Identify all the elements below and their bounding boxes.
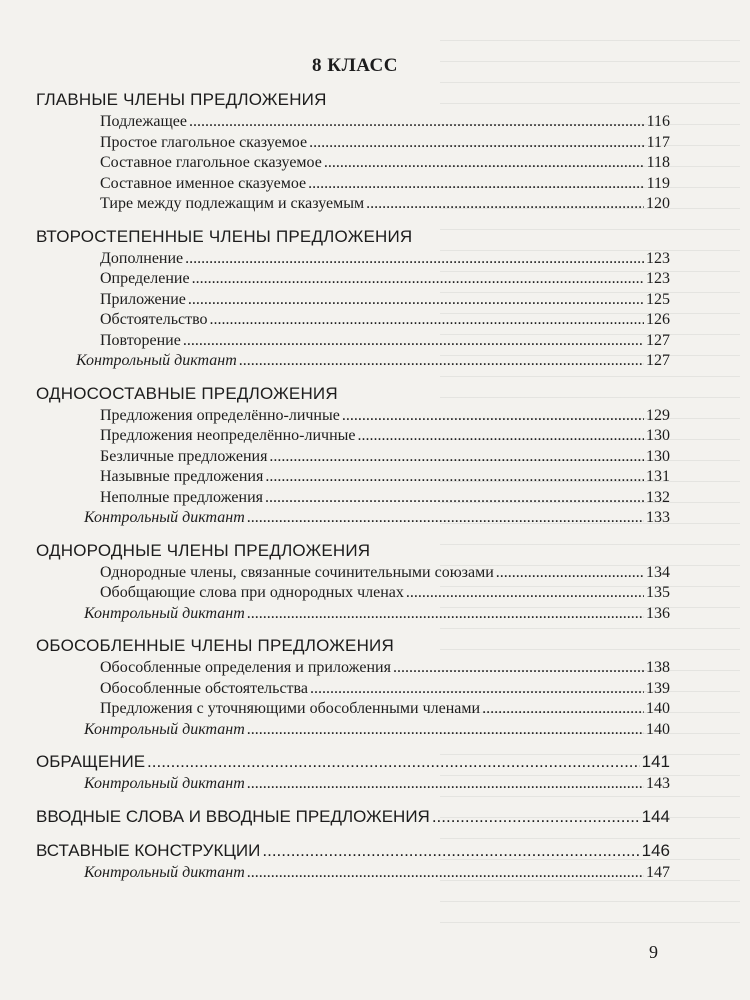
entry-page: 132 [646,488,670,506]
dot-leader [358,426,644,447]
dot-leader [366,194,644,215]
test-page: 127 [646,352,670,369]
dot-leader [189,112,645,133]
entry-page: 130 [646,447,670,465]
toc-entry [36,426,670,447]
entry-label: Дополнение [100,249,184,267]
dot-leader [210,310,644,331]
toc-test-entry [36,351,670,372]
dot-leader [432,805,640,829]
toc-entry [36,583,670,604]
entry-label: Предложения неопределённо-личные [100,427,356,444]
heading-page: 146 [641,840,670,860]
toc-section [36,382,670,529]
test-label: Контрольный диктант [84,863,245,881]
entry-label: Приложение [100,290,186,308]
toc-section [36,225,670,372]
entry-page: 120 [646,195,670,212]
entry-page: 131 [646,468,670,485]
toc-entry [36,174,670,195]
toc-entry [36,679,670,700]
test-label: Контрольный диктант [84,720,245,738]
test-page: 136 [646,604,670,622]
section-title: ОДНОСОСТАВНЫЕ ПРЕДЛОЖЕНИЯ [36,383,338,403]
grade-title: 8 КЛАСС [312,55,398,76]
heading-page: 141 [641,752,670,771]
entry-label: Назывные предложения [100,468,264,485]
heading-label: ВВОДНЫЕ СЛОВА И ВВОДНЫЕ ПРЕДЛОЖЕНИЯ [36,806,430,826]
toc-entry [36,133,670,154]
entry-label: Тире между подлежащим и сказуемым [100,195,365,212]
entry-label: Предложения с уточняющими обособленными членами [100,700,481,717]
toc-section [36,750,670,795]
entry-label: Подлежащее [100,113,187,130]
dot-leader [239,351,644,372]
dot-leader [247,508,644,529]
toc-entry [36,658,670,679]
dot-leader [188,290,644,311]
dot-leader [308,174,644,195]
entry-label: Обстоятельство [100,311,208,328]
dot-leader [342,406,644,427]
toc-test-entry [36,774,670,795]
entry-label: Обособленные определения и приложения [100,659,391,676]
dot-leader [262,839,639,863]
section-title: ОБОСОБЛЕННЫЕ ЧЛЕНЫ ПРЕДЛОЖЕНИЯ [36,636,394,655]
toc-test-entry [36,863,670,884]
entry-page: 119 [646,174,670,192]
entry-page: 134 [646,563,670,581]
toc-heading-entry [36,805,670,829]
dot-leader [310,679,644,700]
toc-entry [36,249,670,270]
entry-label: Составное глагольное сказуемое [100,154,322,171]
entry-label: Повторение [100,331,181,349]
entry-page: 125 [646,290,670,308]
test-page: 133 [646,509,670,526]
heading-page: 144 [641,806,670,826]
entry-page: 123 [646,270,670,287]
dot-leader [147,750,640,774]
entry-label: Определение [100,270,190,287]
dot-leader [406,583,644,604]
test-page: 140 [646,720,670,738]
entry-label: Предложения определённо-личные [100,406,340,424]
entry-label: Однородные члены, связанные сочинительными союзами [100,563,494,581]
toc-entry [36,467,670,488]
dot-leader [265,467,644,488]
toc-entry [36,331,670,352]
page-number: 9 [649,942,658,962]
entry-page: 138 [646,659,670,676]
heading-label: ОБРАЩЕНИЕ [36,752,146,771]
test-page: 143 [646,775,670,792]
toc-test-entry [36,604,670,625]
entry-page: 117 [646,133,670,151]
toc-entry [36,563,670,584]
toc-entry [36,112,670,133]
test-label: Контрольный диктант [76,352,237,369]
entry-label: Безличные предложения [100,447,268,465]
toc-entry [36,447,670,468]
dot-leader [309,133,645,154]
toc-heading-entry [36,839,670,863]
entry-page: 127 [646,331,670,349]
entry-label: Обособленные обстоятельства [100,679,308,697]
toc-entry [36,310,670,331]
entry-page: 126 [646,311,670,328]
dot-leader [247,863,644,884]
toc-section [36,634,670,740]
test-label: Контрольный диктант [84,604,245,622]
entry-page: 118 [646,154,670,171]
entry-label: Составное именное сказуемое [100,174,307,192]
toc-section [36,805,670,829]
toc-entry [36,699,670,720]
entry-page: 140 [646,700,670,717]
toc-section [36,839,670,884]
dot-leader [482,699,644,720]
toc-entry [36,488,670,509]
entry-page: 116 [646,113,670,130]
entry-page: 135 [646,584,670,601]
section-title: ОДНОРОДНЫЕ ЧЛЕНЫ ПРЕДЛОЖЕНИЯ [36,540,371,560]
heading-label: ВСТАВНЫЕ КОНСТРУКЦИИ [36,840,261,860]
dot-leader [324,153,645,174]
section-title: ВТОРОСТЕПЕННЫЕ ЧЛЕНЫ ПРЕДЛОЖЕНИЯ [36,226,413,246]
table-of-contents [36,88,670,893]
test-label: Контрольный диктант [84,775,245,792]
toc-entry [36,406,670,427]
toc-test-entry [36,720,670,741]
dot-leader [192,269,644,290]
toc-section [36,88,670,215]
entry-label: Обобщающие слова при однородных членах [100,584,404,601]
entry-page: 123 [646,249,670,267]
entry-page: 129 [646,406,670,424]
entry-page: 139 [646,679,670,697]
toc-test-entry [36,508,670,529]
dot-leader [265,488,644,509]
toc-entry [36,290,670,311]
dot-leader [269,447,644,468]
dot-leader [247,604,644,625]
toc-heading-entry [36,750,670,774]
dot-leader [496,563,644,584]
test-page: 147 [646,863,670,881]
test-label: Контрольный диктант [84,509,245,526]
entry-label: Неполные предложения [100,488,264,506]
toc-entry [36,194,670,215]
entry-page: 130 [646,427,670,444]
toc-entry [36,269,670,290]
entry-label: Простое глагольное сказуемое [100,133,308,151]
section-title: ГЛАВНЫЕ ЧЛЕНЫ ПРЕДЛОЖЕНИЯ [36,90,327,109]
dot-leader [183,331,644,352]
dot-leader [247,720,644,741]
dot-leader [185,249,644,270]
dot-leader [247,774,644,795]
toc-entry [36,153,670,174]
dot-leader [393,658,644,679]
toc-section [36,539,670,625]
